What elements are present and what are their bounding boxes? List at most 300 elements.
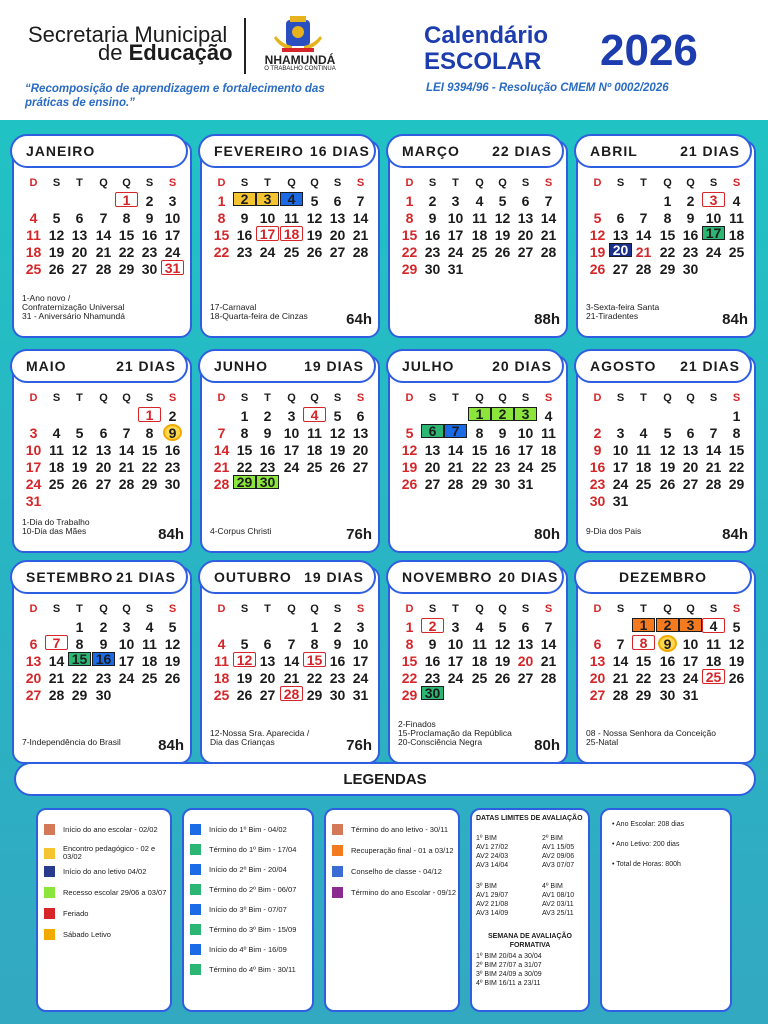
day-cell: 14 [283,652,300,669]
day-cell: 7 [544,192,553,209]
weekday-label: T [452,391,459,404]
day-cell: 11 [729,209,744,226]
day-cell: 10 [517,424,534,441]
day-cell: 1 [405,618,414,635]
day-cell: 17 [612,458,629,475]
day-cell: 5 [732,618,741,635]
day-cell: 21 [213,458,230,475]
legend-label: Término do 1º Bim - 17/04 [209,844,297,854]
month-note: 25-Natal [586,737,619,747]
day-cell: 21 [705,458,722,475]
legend-item [44,908,170,919]
day-cell: 9 [333,635,342,652]
day-cell: 25 [25,260,42,277]
day-cell: 6 [593,635,602,652]
law-reference: LEI 9394/96 - Resolução CMEM Nº 0002/2026 [426,82,669,94]
day-cell: 13 [95,441,112,458]
day-cell: 2 [421,618,444,633]
day-cell: 23 [329,669,346,686]
day-cell: 10 [25,441,42,458]
legend-swatch-icon [332,824,343,835]
weekday-label: S [428,391,437,404]
weekday-label: T [76,602,83,615]
day-cell: 15 [213,226,230,243]
day-cell: 24 [259,243,276,260]
day-cell: 23 [259,458,276,475]
day-cell: 21 [95,243,112,260]
month-school-days: 22 DIAS [492,143,552,159]
day-cell: 16 [329,652,346,669]
month-setembro [12,566,192,764]
weekday-label: T [640,602,647,615]
day-cell: 25 [471,243,488,260]
day-cell: 10 [612,441,629,458]
day-cell: 14 [352,209,369,226]
day-cell: 11 [307,424,322,441]
weekday-label: S [544,176,553,189]
day-cell: 20 [352,441,369,458]
day-cell: 26 [48,260,65,277]
weekday-label: S [521,176,530,189]
day-cell: 8 [475,424,484,441]
weekday-label: T [76,176,83,189]
weekday-label: Q [122,602,131,615]
day-cell: 28 [540,669,557,686]
month-abril [576,140,756,338]
weekday-label: S [333,176,342,189]
evaluation-date: 3º BIM [476,883,497,890]
month-outubro [200,566,380,764]
day-cell: 6 [616,209,625,226]
day-cell: 10 [705,209,722,226]
day-cell: 21 [540,226,557,243]
day-cell: 14 [118,441,135,458]
day-cell: 25 [728,243,745,260]
weekday-label: S [544,602,553,615]
month-name: OUTUBRO [214,569,292,585]
day-cell: 8 [732,424,741,441]
month-note: 17-Carnaval [210,302,257,312]
day-cell: 2 [491,407,514,421]
day-cell: 15 [68,652,91,666]
day-cell: 31 [447,260,464,277]
day-cell: 31 [352,686,369,703]
weekday-label: Q [287,391,296,404]
day-cell: 4 [29,209,38,226]
day-cell: 10 [118,635,135,652]
legend-label: Encontro pedagógico - 02 e 03/02 [63,844,156,861]
day-cell: 28 [48,686,65,703]
day-cell: 30 [494,475,511,492]
month-hours: 76h [346,737,372,754]
month-julho [388,355,568,553]
day-cell: 3 [514,407,537,421]
day-cell: 16 [659,652,676,669]
calendar-year: 2026 [600,26,698,75]
day-cell: 23 [659,669,676,686]
day-cell: 2 [333,618,342,635]
day-cell: 4 [303,407,326,422]
weekday-label: D [29,602,38,615]
day-cell: 29 [306,686,323,703]
day-cell: 27 [517,669,534,686]
day-cell: 27 [95,475,112,492]
weekday-label: D [593,602,602,615]
day-cell: 12 [164,635,181,652]
evaluation-date: AV2 03/11 [542,901,574,908]
day-cell: 7 [639,209,648,226]
day-cell: 27 [517,243,534,260]
day-cell: 23 [95,669,112,686]
legend-label: Término do ano letivo - 30/11 [351,824,448,834]
day-cell: 18 [635,458,652,475]
day-cell: 19 [494,226,511,243]
day-cell: 23 [589,475,606,492]
weekday-label: S [521,602,530,615]
day-cell: 5 [75,424,84,441]
formative-title2: FORMATIVA [509,942,551,949]
weekday-label: S [240,602,249,615]
day-cell: 9 [240,209,249,226]
weekday-label: S [521,391,530,404]
weekday-label: Q [498,602,507,615]
day-cell: 17 [447,226,464,243]
day-cell: 9 [428,209,437,226]
weekday-label: S [145,176,154,189]
day-cell: 21 [612,669,629,686]
day-cell: 18 [280,226,303,241]
nhamunda-crest-icon [272,14,324,54]
day-cell: 30 [95,686,112,703]
day-cell: 13 [682,441,699,458]
day-cell: 7 [99,209,108,226]
day-cell: 30 [141,260,158,277]
month-header [386,134,564,168]
header-divider [244,18,246,74]
legend-swatch-icon [190,884,201,895]
day-cell: 26 [306,243,323,260]
day-cell: 14 [540,635,557,652]
legend-label: Término do 2º Bim - 06/07 [209,884,297,894]
legend-item [44,929,170,940]
weekday-label: Q [310,391,319,404]
day-cell: 29 [471,475,488,492]
legend-label: Recuperação final - 01 a 03/12 [351,845,454,855]
day-cell: 10 [283,424,300,441]
day-cell: 18 [48,458,65,475]
month-name: NOVEMBRO [402,569,493,585]
day-cell: 2 [656,618,679,632]
day-cell: 20 [609,243,632,257]
day-cell: 30 [329,686,346,703]
day-cell: 7 [45,635,68,650]
legend-box-totals [600,808,732,1012]
month-header [574,349,752,383]
month-note: 1-Dia do Trabalho [22,517,90,527]
day-cell: 12 [659,441,676,458]
day-cell: 11 [49,441,64,458]
day-cell: 25 [540,458,557,475]
weekday-label: S [732,176,741,189]
day-cell: 17 [447,652,464,669]
month-hours: 76h [346,526,372,543]
day-cell: 11 [142,635,157,652]
weekday-label: S [333,391,342,404]
month-school-days: 16 DIAS [309,143,370,159]
legend-swatch-icon [44,929,55,940]
weekday-label: T [264,391,271,404]
month-school-days: 21 DIAS [680,143,740,159]
month-note: 3-Sexta-feira Santa [586,302,660,312]
weekday-label: D [29,391,38,404]
total-label: Total de Horas: 800h [616,861,681,868]
day-cell: 12 [329,424,346,441]
month-hours: 80h [534,526,560,543]
month-hours: 84h [158,737,184,754]
weekday-label: D [593,176,602,189]
day-cell: 13 [71,226,88,243]
day-cell: 6 [356,407,365,424]
month-name: MAIO [26,358,67,374]
day-cell: 23 [682,243,699,260]
formative-title: SEMANA DE AVALIAÇÃO [488,933,572,940]
weekday-label: S [732,391,741,404]
day-cell: 22 [71,669,88,686]
month-name: SETEMBRO [26,569,114,585]
evaluation-date: AV1 27/02 [476,844,509,851]
day-cell: 6 [421,424,444,438]
month-school-days: 20 DIAS [498,569,559,585]
day-cell: 16 [259,441,276,458]
day-cell: 5 [240,635,249,652]
day-cell: 28 [705,475,722,492]
day-cell: 24 [447,669,464,686]
day-cell: 1 [310,618,319,635]
day-cell: 23 [236,243,253,260]
day-cell: 9 [99,635,108,652]
day-cell: 4 [544,407,553,424]
evaluation-date: AV3 25/11 [542,910,574,917]
weekday-label: T [640,391,647,404]
day-cell: 21 [283,669,300,686]
day-cell: 3 [616,424,625,441]
day-cell: 22 [306,669,323,686]
day-cell: 12 [401,441,418,458]
weekday-label: Q [122,176,131,189]
day-cell: 29 [659,260,676,277]
legend-swatch-icon [190,924,201,935]
weekday-label: S [616,391,625,404]
month-note: 15-Proclamação da República [398,728,512,738]
legend-item [332,824,458,835]
day-cell: 8 [145,424,154,441]
weekday-label: S [356,391,365,404]
evaluation-date: AV1 15/05 [542,844,575,851]
weekday-label: Q [122,391,131,404]
total-item [612,860,681,869]
legend-swatch-icon [332,866,343,877]
weekday-label: Q [475,391,484,404]
legend-item [44,866,170,877]
day-cell: 15 [635,652,652,669]
bullet-icon: • [612,841,617,848]
evaluation-date: 1º BIM [476,835,497,842]
weekday-label: S [616,602,625,615]
day-cell: 26 [494,243,511,260]
legend-swatch-icon [190,824,201,835]
day-cell: 16 [589,458,606,475]
day-cell: 30 [164,475,181,492]
day-cell: 12 [71,441,88,458]
weekday-label: S [333,602,342,615]
day-cell: 20 [424,458,441,475]
day-cell: 22 [635,669,652,686]
calendar-subtitle: ESCOLAR [424,48,542,75]
formative-week: 3º BIM 24/09 a 30/09 [476,971,542,978]
day-cell: 12 [306,209,323,226]
legend-label: Término do ano Escolar - 09/12 [351,887,457,897]
weekday-label: S [168,602,177,615]
day-cell: 2 [263,407,272,424]
day-cell: 23 [141,243,158,260]
day-cell: 16 [424,226,441,243]
legend-item [190,844,312,855]
day-cell: 16 [141,226,158,243]
day-cell: 13 [329,209,346,226]
day-cell: 27 [71,260,88,277]
month-note: 7-Independência do Brasil [22,737,121,747]
day-cell: 19 [329,441,346,458]
day-cell: 2 [593,424,602,441]
day-cell: 29 [728,475,745,492]
day-cell: 28 [118,475,135,492]
legend-item [44,887,170,898]
day-cell: 20 [329,226,346,243]
weekday-label: Q [310,176,319,189]
day-cell: 26 [236,686,253,703]
day-cell: 23 [424,243,441,260]
legend-item [190,904,312,915]
day-cell: 19 [659,458,676,475]
day-cell: 16 [424,652,441,669]
weekday-label: D [217,602,226,615]
weekday-label: T [640,176,647,189]
day-cell: 13 [517,635,534,652]
day-cell: 7 [287,635,296,652]
day-cell: 13 [25,652,42,669]
total-item [612,820,684,829]
day-cell: 8 [75,635,84,652]
day-cell: 20 [25,669,42,686]
day-cell: 16 [682,226,699,243]
month-header [198,560,376,594]
month-note: 31 - Aniversário Nhamundá [22,311,126,321]
day-cell: 3 [451,618,460,635]
month-note: Dia das Crianças [210,737,275,747]
month-janeiro [12,140,192,338]
day-cell: 11 [472,209,487,226]
day-cell: 24 [447,243,464,260]
legend-swatch-icon [190,864,201,875]
legend-swatch-icon [44,887,55,898]
weekday-label: Q [498,176,507,189]
month-school-days: 19 DIAS [304,569,364,585]
calendar-title: Calendário [424,22,549,49]
day-cell: 31 [517,475,534,492]
day-cell: 22 [118,243,135,260]
weekday-label: D [405,176,414,189]
formative-week: 4º BIM 16/11 a 23/11 [476,980,541,987]
day-cell: 24 [25,475,42,492]
legend-item [190,864,312,875]
weekday-label: S [168,176,177,189]
motto: “Recomposição de aprendizagem e fortalecimento das práticas de ensino.” [25,83,325,109]
month-name: AGOSTO [590,358,657,374]
weekday-label: Q [310,602,319,615]
month-hours: 88h [534,311,560,328]
weekday-label: D [29,176,38,189]
day-cell: 2 [99,618,108,635]
month-name: MARÇO [402,143,460,159]
day-cell: 16 [92,652,115,666]
legend-label: Recesso escolar 29/06 a 03/07 [63,887,167,897]
legend-box-events [36,808,172,1012]
day-cell: 28 [213,475,230,492]
month-fevereiro [200,140,380,338]
day-cell: 6 [686,424,695,441]
day-cell: 5 [498,618,507,635]
day-cell: 19 [728,652,745,669]
weekday-label: T [264,176,271,189]
day-cell: 13 [589,652,606,669]
total-label: Ano Escolar: 208 dias [616,821,685,828]
month-header [386,349,564,383]
month-header [10,349,188,383]
day-cell: 19 [236,669,253,686]
day-cell: 27 [612,260,629,277]
weekday-label: Q [287,602,296,615]
day-cell: 14 [48,652,65,669]
day-cell: 25 [141,669,158,686]
day-cell: 28 [635,260,652,277]
day-cell: 13 [259,652,276,669]
legend-box-evaluation [470,808,590,1012]
day-cell: 28 [612,686,629,703]
logo-tagline: O TRABALHO CONTINUA [264,66,336,72]
day-cell: 30 [589,492,606,509]
day-cell: 29 [233,475,256,489]
day-cell: 22 [213,243,230,260]
day-cell: 15 [401,226,418,243]
legend-swatch-icon [44,908,55,919]
day-cell: 15 [659,226,676,243]
day-cell: 16 [236,226,253,243]
day-cell: 2 [168,407,177,424]
day-cell: 8 [405,635,414,652]
day-cell: 19 [494,652,511,669]
evaluation-date: AV2 24/03 [476,853,509,860]
day-cell: 26 [71,475,88,492]
legend-item [190,924,312,935]
day-cell: 17 [702,226,725,240]
day-cell: 12 [728,635,745,652]
day-cell: 24 [705,243,722,260]
day-cell: 19 [306,226,323,243]
day-cell: 24 [118,669,135,686]
day-cell: 21 [48,669,65,686]
day-cell: 6 [521,192,530,209]
day-cell: 29 [71,686,88,703]
